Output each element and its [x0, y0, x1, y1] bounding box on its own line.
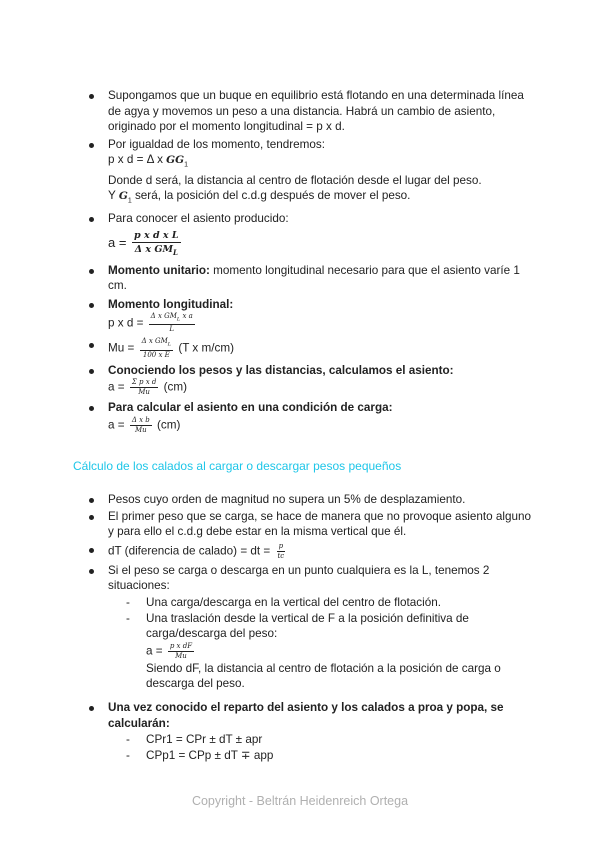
- bold-label: Momento unitario:: [108, 263, 210, 277]
- equation-text: a =: [146, 644, 166, 658]
- math-symbol: G: [118, 190, 128, 203]
- formula-text: - CPr1 = CPr ± dT ± apr: [146, 733, 263, 746]
- numerator-text: Δ x GM: [150, 312, 177, 321]
- fraction-numerator: [149, 312, 195, 325]
- paragraph-text: [108, 700, 540, 731]
- fraction-denominator: [133, 243, 180, 259]
- unit-text: (T x m/cm): [175, 341, 234, 355]
- list-item: [0, 595, 600, 611]
- fraction-denominator: tc: [277, 551, 285, 560]
- fraction-denominator: Mu: [134, 425, 147, 434]
- fraction-denominator: Mu: [138, 388, 150, 397]
- unit-text: (cm): [153, 418, 181, 432]
- numerator-text: x a: [180, 312, 193, 321]
- text-fragment: momento longitudinal necesario para que el asiento varíe 1 cm.: [108, 263, 520, 293]
- math-symbol: GG: [166, 154, 185, 166]
- fraction-numerator: Δ x b: [131, 415, 150, 424]
- fraction-denominator: 100 x E: [142, 350, 170, 359]
- math-subscript: 1: [127, 197, 132, 205]
- equation-text: a =: [108, 418, 128, 432]
- list-item: [0, 297, 600, 335]
- fraction: [130, 416, 152, 435]
- fraction: [132, 229, 181, 259]
- fraction-numerator: Σ p x d: [131, 378, 157, 387]
- math-subscript: L: [172, 247, 178, 257]
- paragraph-text: Donde d será, la distancia al centro de flotación desde el lugar del peso.: [108, 173, 482, 187]
- fraction: [168, 642, 194, 661]
- equation: [108, 542, 540, 561]
- unit-text: (cm): [160, 380, 187, 394]
- list-item: [0, 88, 600, 135]
- paragraph-text: - Una carga/descarga en la vertical del centro de flotación.: [146, 596, 441, 609]
- numerator-text: Δ x GM: [141, 337, 168, 346]
- list-item: [0, 211, 600, 258]
- list-item: [0, 137, 600, 210]
- equation: [146, 642, 540, 661]
- fraction-numerator: [140, 337, 174, 350]
- paragraph-text: Supongamos que un buque en equilibrio está flotando en una determinada línea de agya y movemos un peso a una distancia. Habrá un cambio de asiento, originado por el momento longitudinal = p x d.: [108, 89, 524, 133]
- math-subscript: L: [167, 341, 172, 348]
- fraction: [275, 542, 286, 561]
- bullet-list-final: [0, 700, 600, 731]
- paragraph-text: [108, 188, 540, 209]
- bold-label: Para calcular el asiento en una condición de carga:: [108, 401, 393, 415]
- list-item: [0, 563, 600, 594]
- section-heading: Cálculo de los calados al cargar o descargar pesos pequeños: [73, 459, 402, 473]
- list-item: [0, 509, 600, 540]
- list-item: [0, 732, 600, 748]
- text-fragment: Y: [108, 189, 119, 203]
- list-item: [0, 337, 600, 359]
- fraction-denominator: L: [169, 325, 175, 334]
- equation: [108, 152, 540, 173]
- fraction-numerator: p x dF: [169, 641, 193, 650]
- equation-text: Mu =: [108, 341, 138, 355]
- denominator-text: Δ x GM: [134, 243, 173, 255]
- list-item: [0, 611, 600, 692]
- fraction: [149, 312, 195, 334]
- bold-label: Momento longitudinal:: [108, 297, 234, 311]
- fraction-numerator: p x d x L: [134, 229, 179, 241]
- fraction-denominator: Mu: [175, 651, 187, 660]
- bold-label: Una vez conocido el reparto del asiento y los calados a proa y popa, se calcularán:: [108, 701, 504, 730]
- equation: [108, 378, 540, 397]
- paragraph-text: [108, 263, 540, 294]
- equation-text: dT (diferencia de calado) = dt =: [108, 544, 274, 558]
- equation: [108, 337, 540, 359]
- paragraph-text: El primer peso que se carga, se hace de manera que no provoque asiento alguno y para ello el c.d.g debe estar en la misma vertical que él.: [108, 509, 531, 538]
- formula-text: - CPp1 = CPp ± dT ∓ app: [146, 748, 274, 762]
- paragraph-text: Para conocer el asiento producido:: [108, 212, 289, 226]
- list-item: [0, 492, 600, 508]
- paragraph-text: Siendo dF, la distancia al centro de flotación a la posición de carga o descarga del peso.: [146, 661, 501, 690]
- equation-text: p x d =: [108, 316, 147, 330]
- paragraph-text: Por igualdad de los momento, tendremos:: [108, 137, 325, 151]
- bold-label: Conociendo los pesos y las distancias, calculamos el asiento:: [108, 363, 454, 377]
- fraction: [140, 337, 174, 359]
- paragraph-text: [108, 297, 540, 313]
- list-item: [0, 263, 600, 294]
- paragraph-text: Si el peso se carga o descarga en un punto cualquiera es la L, tenemos 2 situaciones:: [108, 563, 490, 592]
- math-subscript: 1: [184, 161, 189, 169]
- equation: [108, 312, 540, 334]
- fraction: [130, 378, 159, 397]
- text-fragment: será, la posición del c.d.g después de mover el peso.: [131, 189, 411, 203]
- dash-list-formulas: [0, 732, 600, 763]
- list-item: [0, 700, 600, 731]
- list-item: [0, 542, 600, 561]
- bullet-list-asiento: [0, 88, 600, 435]
- math-subscript: L: [176, 316, 181, 323]
- equation: [108, 416, 540, 435]
- fraction-numerator: p: [278, 541, 284, 550]
- list-item: [0, 400, 600, 435]
- list-item: [0, 363, 600, 398]
- equation-text: a =: [108, 380, 128, 394]
- bullet-list-calados: [0, 492, 600, 596]
- equation: [108, 229, 540, 259]
- paragraph-text: Pesos cuyo orden de magnitud no supera un 5% de desplazamiento.: [108, 493, 466, 506]
- paragraph-text: [108, 400, 540, 416]
- equation-text: p x d = Δ x: [108, 153, 167, 166]
- equation-text: a =: [108, 234, 131, 250]
- paragraph-text: - Una traslación desde la vertical de F a la posición definitiva de carga/descarga del peso:: [146, 611, 469, 640]
- paragraph-text: [108, 363, 540, 379]
- dash-list-situaciones: [0, 595, 600, 692]
- copyright-footer: Copyright - Beltrán Heidenreich Ortega: [191, 794, 409, 808]
- list-item: [0, 748, 600, 764]
